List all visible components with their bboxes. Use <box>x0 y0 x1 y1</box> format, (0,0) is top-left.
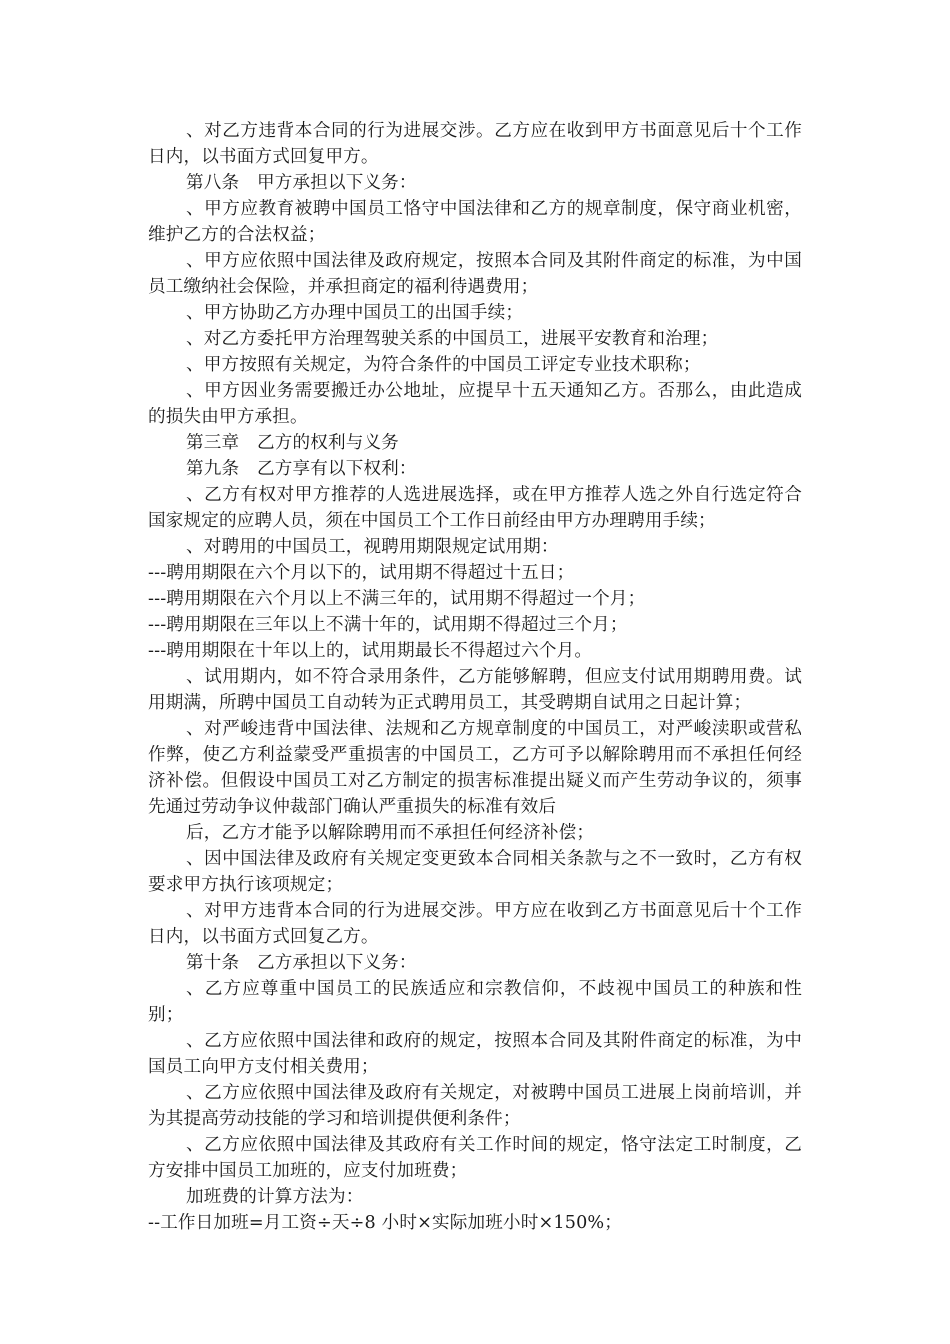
list-item: ---聘用期限在六个月以上不满三年的，试用期不得超过一个月； <box>148 589 646 609</box>
formula-line: --工作日加班=月工资÷天÷8 小时×实际加班小时×150%； <box>148 1213 623 1233</box>
paragraph: 、试用期内，如不符合录用条件，乙方能够解聘，但应支付试用期聘用费。试用期满，所聘中国员工自动转为正式聘用员工，其受聘期自试用之日起计算； <box>148 667 802 713</box>
paragraph: 后，乙方才能予以解除聘用而不承担任何经济补偿； <box>186 823 595 843</box>
list-item: ---聘用期限在三年以上不满十年的，试用期不得超过三个月； <box>148 615 628 635</box>
list-item: ---聘用期限在十年以上的，试用期最长不得超过六个月。 <box>148 641 593 661</box>
chapter-heading: 第三章 乙方的权利与义务 <box>186 433 399 453</box>
paragraph: 、乙方应依照中国法律及政府有关规定，对被聘中国员工进展上岗前培训，并为其提高劳动技能的学习和培训提供便利条件； <box>148 1083 802 1129</box>
article-heading: 第八条 甲方承担以下义务： <box>186 173 417 193</box>
paragraph: 、对乙方违背本合同的行为进展交涉。乙方应在收到甲方书面意见后十个工作日内，以书面方式回复甲方。 <box>148 121 802 167</box>
paragraph: 、对聘用的中国员工，视聘用期限规定试用期： <box>186 537 559 557</box>
paragraph: 、因中国法律及政府有关规定变更致本合同相关条款与之不一致时，乙方有权要求甲方执行该项规定； <box>148 849 802 895</box>
paragraph: 、对严峻违背中国法律、法规和乙方规章制度的中国员工，对严峻渎职或营私作弊，使乙方利益蒙受严重损害的中国员工，乙方可予以解除聘用而不承担任何经济补偿。但假设中国员工对乙方制定的损害标准提出疑义而产生劳动争议的，须事先通过劳动争议仲裁部门确认严重损失的标准有效后 <box>148 719 802 817</box>
article-heading: 第九条 乙方享有以下权利： <box>186 459 417 479</box>
paragraph: 、对乙方委托甲方治理驾驶关系的中国员工，进展平安教育和治理； <box>186 329 719 349</box>
paragraph: 、甲方应依照中国法律及政府规定，按照本合同及其附件商定的标准，为中国员工缴纳社会保险，并承担商定的福利待遇费用； <box>148 251 802 297</box>
paragraph: 、甲方按照有关规定，为符合条件的中国员工评定专业技术职称； <box>186 355 701 375</box>
document-body <box>148 118 802 1236</box>
paragraph: 、乙方应依照中国法律及其政府有关工作时间的规定，恪守法定工时制度，乙方安排中国员工加班的，应支付加班费； <box>148 1135 802 1181</box>
paragraph: 、甲方应教育被聘中国员工恪守中国法律和乙方的规章制度，保守商业机密，维护乙方的合法权益； <box>148 199 802 245</box>
list-item: ---聘用期限在六个月以下的，试用期不得超过十五日； <box>148 563 575 583</box>
paragraph: 、乙方应尊重中国员工的民族适应和宗教信仰，不歧视中国员工的种族和性别； <box>148 979 802 1025</box>
paragraph: 、对甲方违背本合同的行为进展交涉。甲方应在收到乙方书面意见后十个工作日内，以书面方式回复乙方。 <box>148 901 802 947</box>
article-heading: 第十条 乙方承担以下义务： <box>186 953 417 973</box>
paragraph: 、甲方因业务需要搬迁办公地址，应提早十五天通知乙方。否那么，由此造成的损失由甲方承担。 <box>148 381 802 427</box>
paragraph: 加班费的计算方法为： <box>186 1187 364 1207</box>
paragraph: 、乙方有权对甲方推荐的人选进展选择，或在甲方推荐人选之外自行选定符合国家规定的应聘人员，须在中国员工个工作日前经由甲方办理聘用手续； <box>148 485 802 531</box>
paragraph: 、乙方应依照中国法律和政府的规定，按照本合同及其附件商定的标准，为中国员工向甲方支付相关费用； <box>148 1031 802 1077</box>
paragraph: 、甲方协助乙方办理中国员工的出国手续； <box>186 303 524 323</box>
